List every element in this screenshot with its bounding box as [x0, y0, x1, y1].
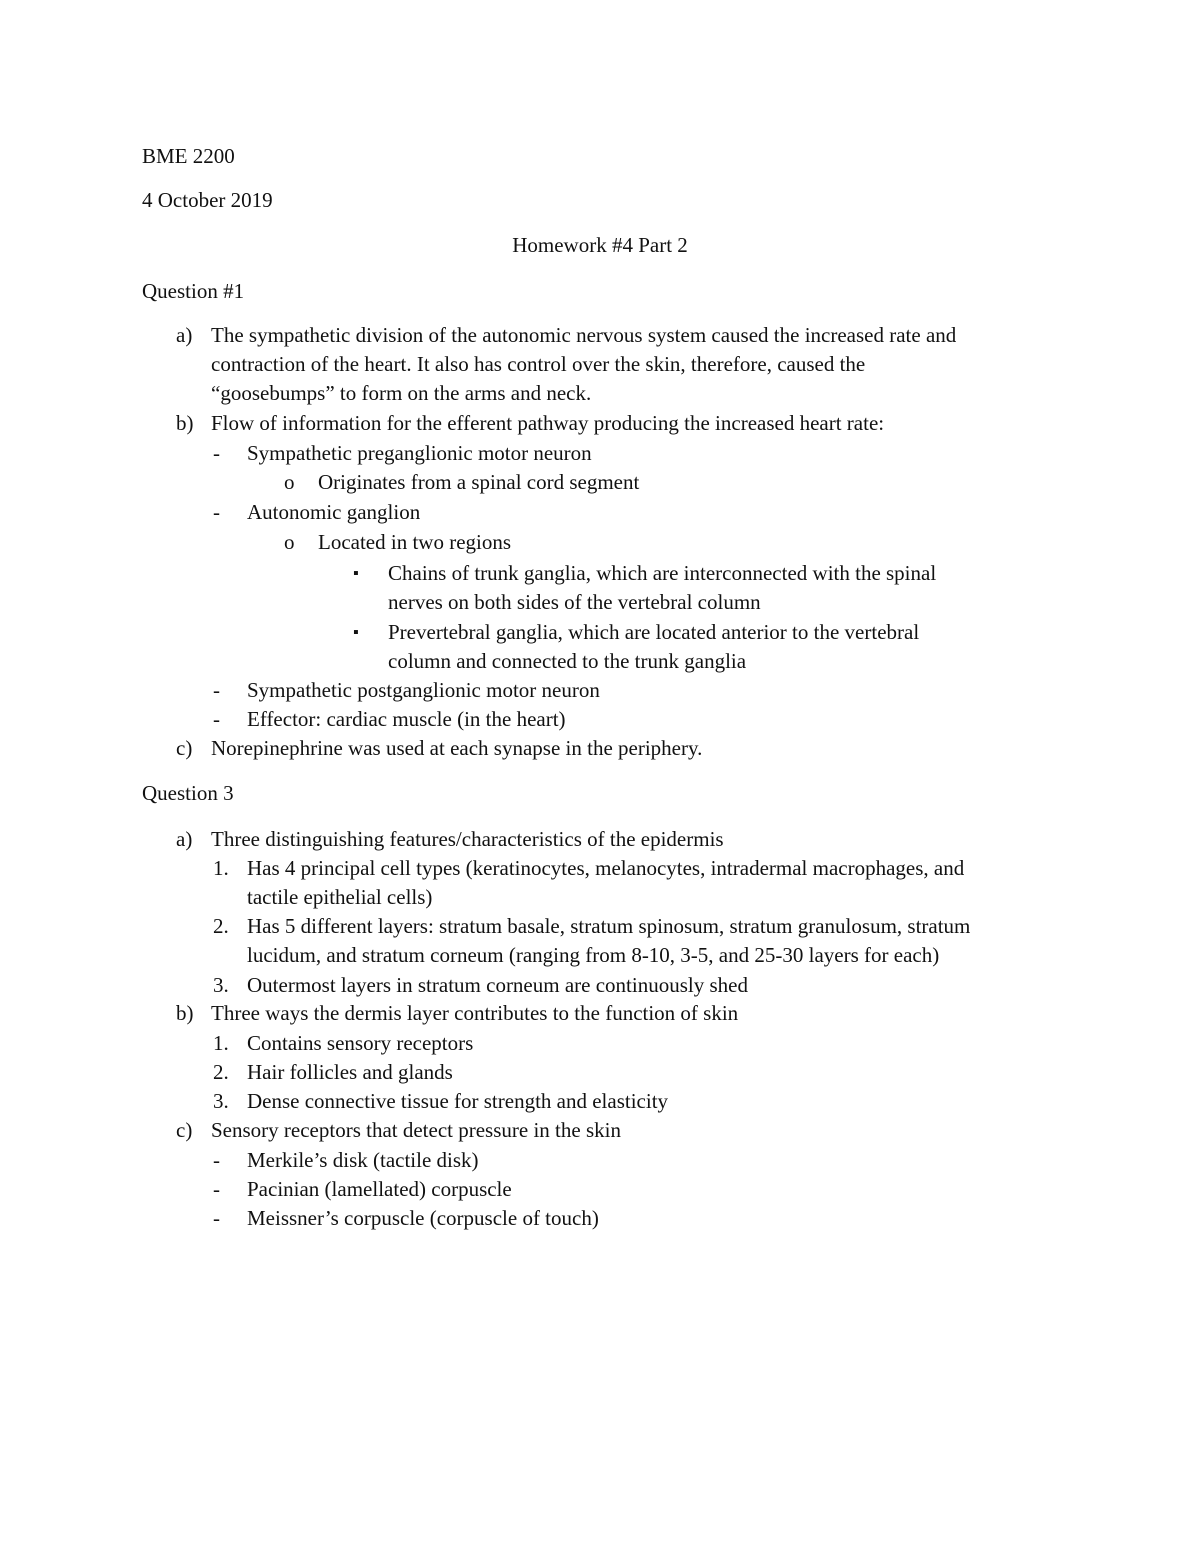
- dash-bullet: -: [213, 707, 220, 731]
- document-title: Homework #4 Part 2: [512, 233, 688, 257]
- question-3-heading: Question 3: [142, 781, 234, 805]
- number-marker: 2.: [213, 914, 229, 938]
- list-item: Originates from a spinal cord segment: [318, 470, 640, 494]
- course-label: BME 2200: [142, 144, 235, 168]
- list-item-continued: column and connected to the trunk ganglia: [388, 649, 747, 673]
- q1-a-marker: a): [176, 323, 193, 347]
- list-item: Outermost layers in stratum corneum are continuously shed: [247, 973, 748, 997]
- q3-c-marker: c): [176, 1118, 193, 1142]
- list-item: Prevertebral ganglia, which are located anterior to the vertebral: [388, 620, 920, 644]
- list-item: Has 4 principal cell types (keratinocytes, melanocytes, intradermal macrophages, and: [247, 856, 965, 880]
- number-marker: 2.: [213, 1060, 229, 1084]
- q1-b-marker: b): [176, 411, 194, 435]
- dash-bullet: -: [213, 678, 220, 702]
- number-marker: 1.: [213, 1031, 229, 1055]
- list-item: Sympathetic postganglionic motor neuron: [247, 678, 600, 702]
- dash-bullet: -: [213, 1206, 220, 1230]
- list-item: Merkile’s disk (tactile disk): [247, 1148, 479, 1172]
- q1-a-line-2: contraction of the heart. It also has control over the skin, therefore, caused the: [211, 352, 866, 376]
- q1-a-line-3: “goosebumps” to form on the arms and neck.: [211, 381, 592, 405]
- list-item: Effector: cardiac muscle (in the heart): [247, 707, 566, 731]
- q1-c-text: Norepinephrine was used at each synapse in the periphery.: [211, 736, 703, 760]
- circle-bullet: o: [284, 530, 295, 554]
- list-item: Autonomic ganglion: [247, 500, 421, 524]
- dash-bullet: -: [213, 500, 220, 524]
- q3-a-text: Three distinguishing features/characteristics of the epidermis: [211, 827, 724, 851]
- dash-bullet: -: [213, 1177, 220, 1201]
- q1-c-marker: c): [176, 736, 193, 760]
- q3-b-text: Three ways the dermis layer contributes to the function of skin: [211, 1001, 739, 1025]
- number-marker: 3.: [213, 973, 229, 997]
- list-item: Sympathetic preganglionic motor neuron: [247, 441, 592, 465]
- list-item: Has 5 different layers: stratum basale, stratum spinosum, stratum granulosum, stratum: [247, 914, 971, 938]
- dash-bullet: -: [213, 441, 220, 465]
- list-item: Dense connective tissue for strength and elasticity: [247, 1089, 669, 1113]
- q3-b-marker: b): [176, 1001, 194, 1025]
- number-marker: 3.: [213, 1089, 229, 1113]
- list-item: Meissner’s corpuscle (corpuscle of touch): [247, 1206, 599, 1230]
- list-item-continued: lucidum, and stratum corneum (ranging from 8-10, 3-5, and 25-30 layers for each): [247, 943, 940, 967]
- square-bullet: ▪: [353, 565, 359, 582]
- list-item: Pacinian (lamellated) corpuscle: [247, 1177, 512, 1201]
- list-item: Chains of trunk ganglia, which are interconnected with the spinal: [388, 561, 937, 585]
- q1-b-text: Flow of information for the efferent pathway producing the increased heart rate:: [211, 411, 885, 435]
- date-label: 4 October 2019: [142, 188, 273, 212]
- q1-a-line-1: The sympathetic division of the autonomic nervous system caused the increased rate and: [211, 323, 957, 347]
- q3-c-text: Sensory receptors that detect pressure in the skin: [211, 1118, 621, 1142]
- list-item: Contains sensory receptors: [247, 1031, 474, 1055]
- list-item: Located in two regions: [318, 530, 512, 554]
- list-item: Hair follicles and glands: [247, 1060, 453, 1084]
- list-item-continued: tactile epithelial cells): [247, 885, 433, 909]
- square-bullet: ▪: [353, 624, 359, 641]
- number-marker: 1.: [213, 856, 229, 880]
- dash-bullet: -: [213, 1148, 220, 1172]
- q3-a-marker: a): [176, 827, 193, 851]
- list-item-continued: nerves on both sides of the vertebral column: [388, 590, 761, 614]
- circle-bullet: o: [284, 470, 295, 494]
- question-1-heading: Question #1: [142, 279, 245, 303]
